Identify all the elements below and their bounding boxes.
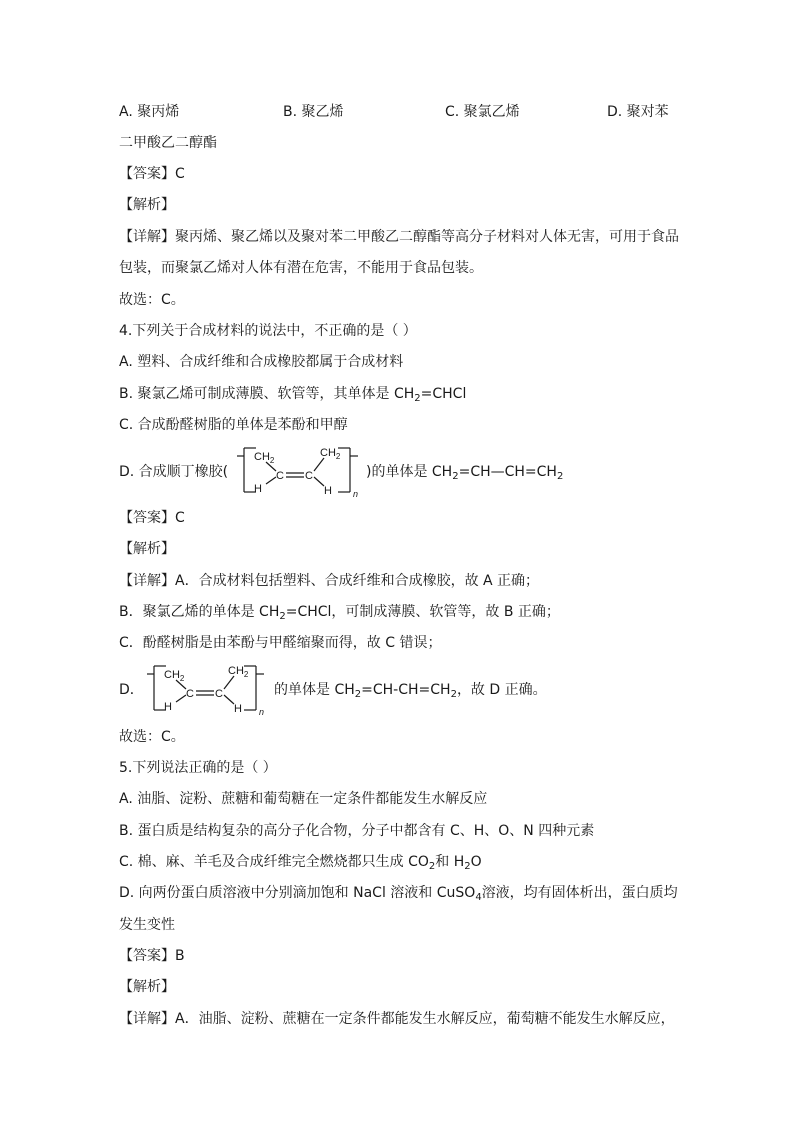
subscript: 4 — [475, 892, 482, 903]
q4-detail-d-suffix — [274, 681, 547, 699]
q4-option-d-tail: =CH—CH=CH — [458, 464, 557, 480]
q4-option-d-text: )的单体是 CH — [366, 464, 453, 480]
q3-detail-line-2: 包装，而聚氯乙烯对人体有潜在危害，不能用于食品包装。 — [119, 260, 483, 276]
q4-detail-d-text: 的单体是 CH — [274, 682, 355, 698]
mol-c-label: C — [305, 470, 313, 482]
subscript: 2 — [414, 393, 421, 404]
q5-option-c-tail: O — [470, 854, 482, 870]
q3-option-a: A. 聚丙烯 — [119, 104, 180, 120]
mol-n-label: n — [259, 707, 265, 717]
mol-ch2-label: $CH_2$ — [254, 451, 275, 465]
q4-option-b — [119, 385, 466, 403]
mol-c-label: C — [215, 688, 223, 700]
q3-option-c: C. 聚氯乙烯 — [445, 104, 520, 120]
q5-option-d-tail: 溶液，均有固体析出，蛋白质均 — [481, 885, 678, 901]
q5-answer: 【答案】B — [119, 948, 185, 964]
mol-ch2-label: $CH_2$ — [164, 669, 185, 683]
q3-detail-line-1: 【详解】聚丙烯、聚乙烯以及聚对苯二甲酸乙二醇酯等高分子材料对人体无害，可用于食品 — [119, 229, 679, 245]
q3-answer: 【答案】C — [119, 166, 185, 182]
mol-h-label: H — [234, 703, 242, 715]
mol-n-label: n — [353, 489, 359, 499]
q5-option-c — [119, 853, 482, 871]
q4-analysis-heading: 【解析】 — [119, 541, 175, 557]
subscript: 2 — [452, 471, 459, 482]
q3-option-b: B. 聚乙烯 — [283, 104, 344, 120]
mol-ch2-label: $CH_2$ — [228, 665, 249, 679]
subscript: 2 — [464, 861, 471, 872]
q5-option-d-text: D. 向两份蛋白质溶液中分别滴加饱和 NaCl 溶液和 CuSO — [119, 885, 476, 901]
q4-detail-a: 【详解】A．合成材料包括塑料、合成纤维和合成橡胶，故 A 正确； — [119, 573, 540, 589]
mol-c-label: C — [276, 470, 284, 482]
q4-answer: 【答案】C — [119, 510, 185, 526]
q5-option-c-text: C. 棉、麻、羊毛及合成纤维完全燃烧都只生成 CO — [119, 854, 429, 870]
q4-option-a: A. 塑料、合成纤维和合成橡胶都属于合成材料 — [119, 354, 404, 370]
q5-stem: 5.下列说法正确的是（ ） — [119, 760, 277, 776]
q4-stem: 4.下列关于合成材料的说法中，不正确的是（ ） — [119, 323, 417, 339]
cis-polybutadiene-structure-1 — [234, 444, 372, 500]
q3-choice: 故选：C。 — [119, 292, 185, 308]
q4-option-b-text: B. 聚氯乙烯可制成薄膜、软管等，其单体是 CH — [119, 386, 415, 402]
mol-h-label: H — [164, 701, 172, 713]
q4-detail-d-prefix: D． — [119, 682, 144, 698]
q4-option-d-suffix — [366, 463, 563, 481]
mol-h-label: H — [254, 483, 262, 495]
q4-detail-b-tail: =CHCl，可制成薄膜、软管等，故 B 正确； — [285, 604, 560, 620]
subscript: 2 — [450, 689, 457, 700]
q3-option-d: D. 聚对苯 — [607, 104, 669, 120]
q4-detail-c: C．酚醛树脂是由苯酚与甲醛缩聚而得，故 C 错误； — [119, 635, 442, 651]
cis-polybutadiene-structure-2 — [144, 662, 272, 718]
q4-choice: 故选：C。 — [119, 729, 185, 745]
q3-analysis-heading: 【解析】 — [119, 197, 175, 213]
q5-option-d — [119, 884, 678, 902]
subscript: 2 — [279, 611, 286, 622]
q5-detail-a: 【详解】A．油脂、淀粉、蔗糖在一定条件都能发生水解反应，葡萄糖不能发生水解反应， — [119, 1011, 675, 1027]
q5-option-c-mid: 和 H — [435, 854, 465, 870]
q4-option-c: C. 合成酚醛树脂的单体是苯酚和甲醇 — [119, 417, 348, 433]
mol-c-label: C — [186, 688, 194, 700]
subscript: 2 — [428, 861, 436, 872]
q4-detail-b — [119, 603, 560, 621]
q4-detail-b-text: B．聚氯乙烯的单体是 CH — [119, 604, 280, 620]
subscript: 2 — [354, 689, 362, 700]
q5-option-d-continued: 发生变性 — [119, 917, 175, 933]
mol-h-label: H — [324, 485, 332, 497]
q4-option-b-tail: =CHCl — [420, 386, 467, 402]
q5-option-a: A. 油脂、淀粉、蔗糖和葡萄糖在一定条件都能发生水解反应 — [119, 791, 488, 807]
q3-option-d-continued: 二甲酸乙二醇酯 — [119, 135, 217, 151]
mol-ch2-label: $CH_2$ — [320, 447, 341, 461]
q4-detail-d-tail: =CH-CH=CH — [361, 682, 451, 698]
q4-detail-d-end: ，故 D 正确。 — [456, 682, 547, 698]
q5-analysis-heading: 【解析】 — [119, 979, 175, 995]
q5-option-b: B. 蛋白质是结构复杂的高分子化合物，分子中都含有 C、H、O、N 四种元素 — [119, 823, 595, 839]
q4-option-d-prefix: D. 合成顺丁橡胶( — [119, 464, 229, 480]
subscript: 2 — [556, 471, 564, 482]
